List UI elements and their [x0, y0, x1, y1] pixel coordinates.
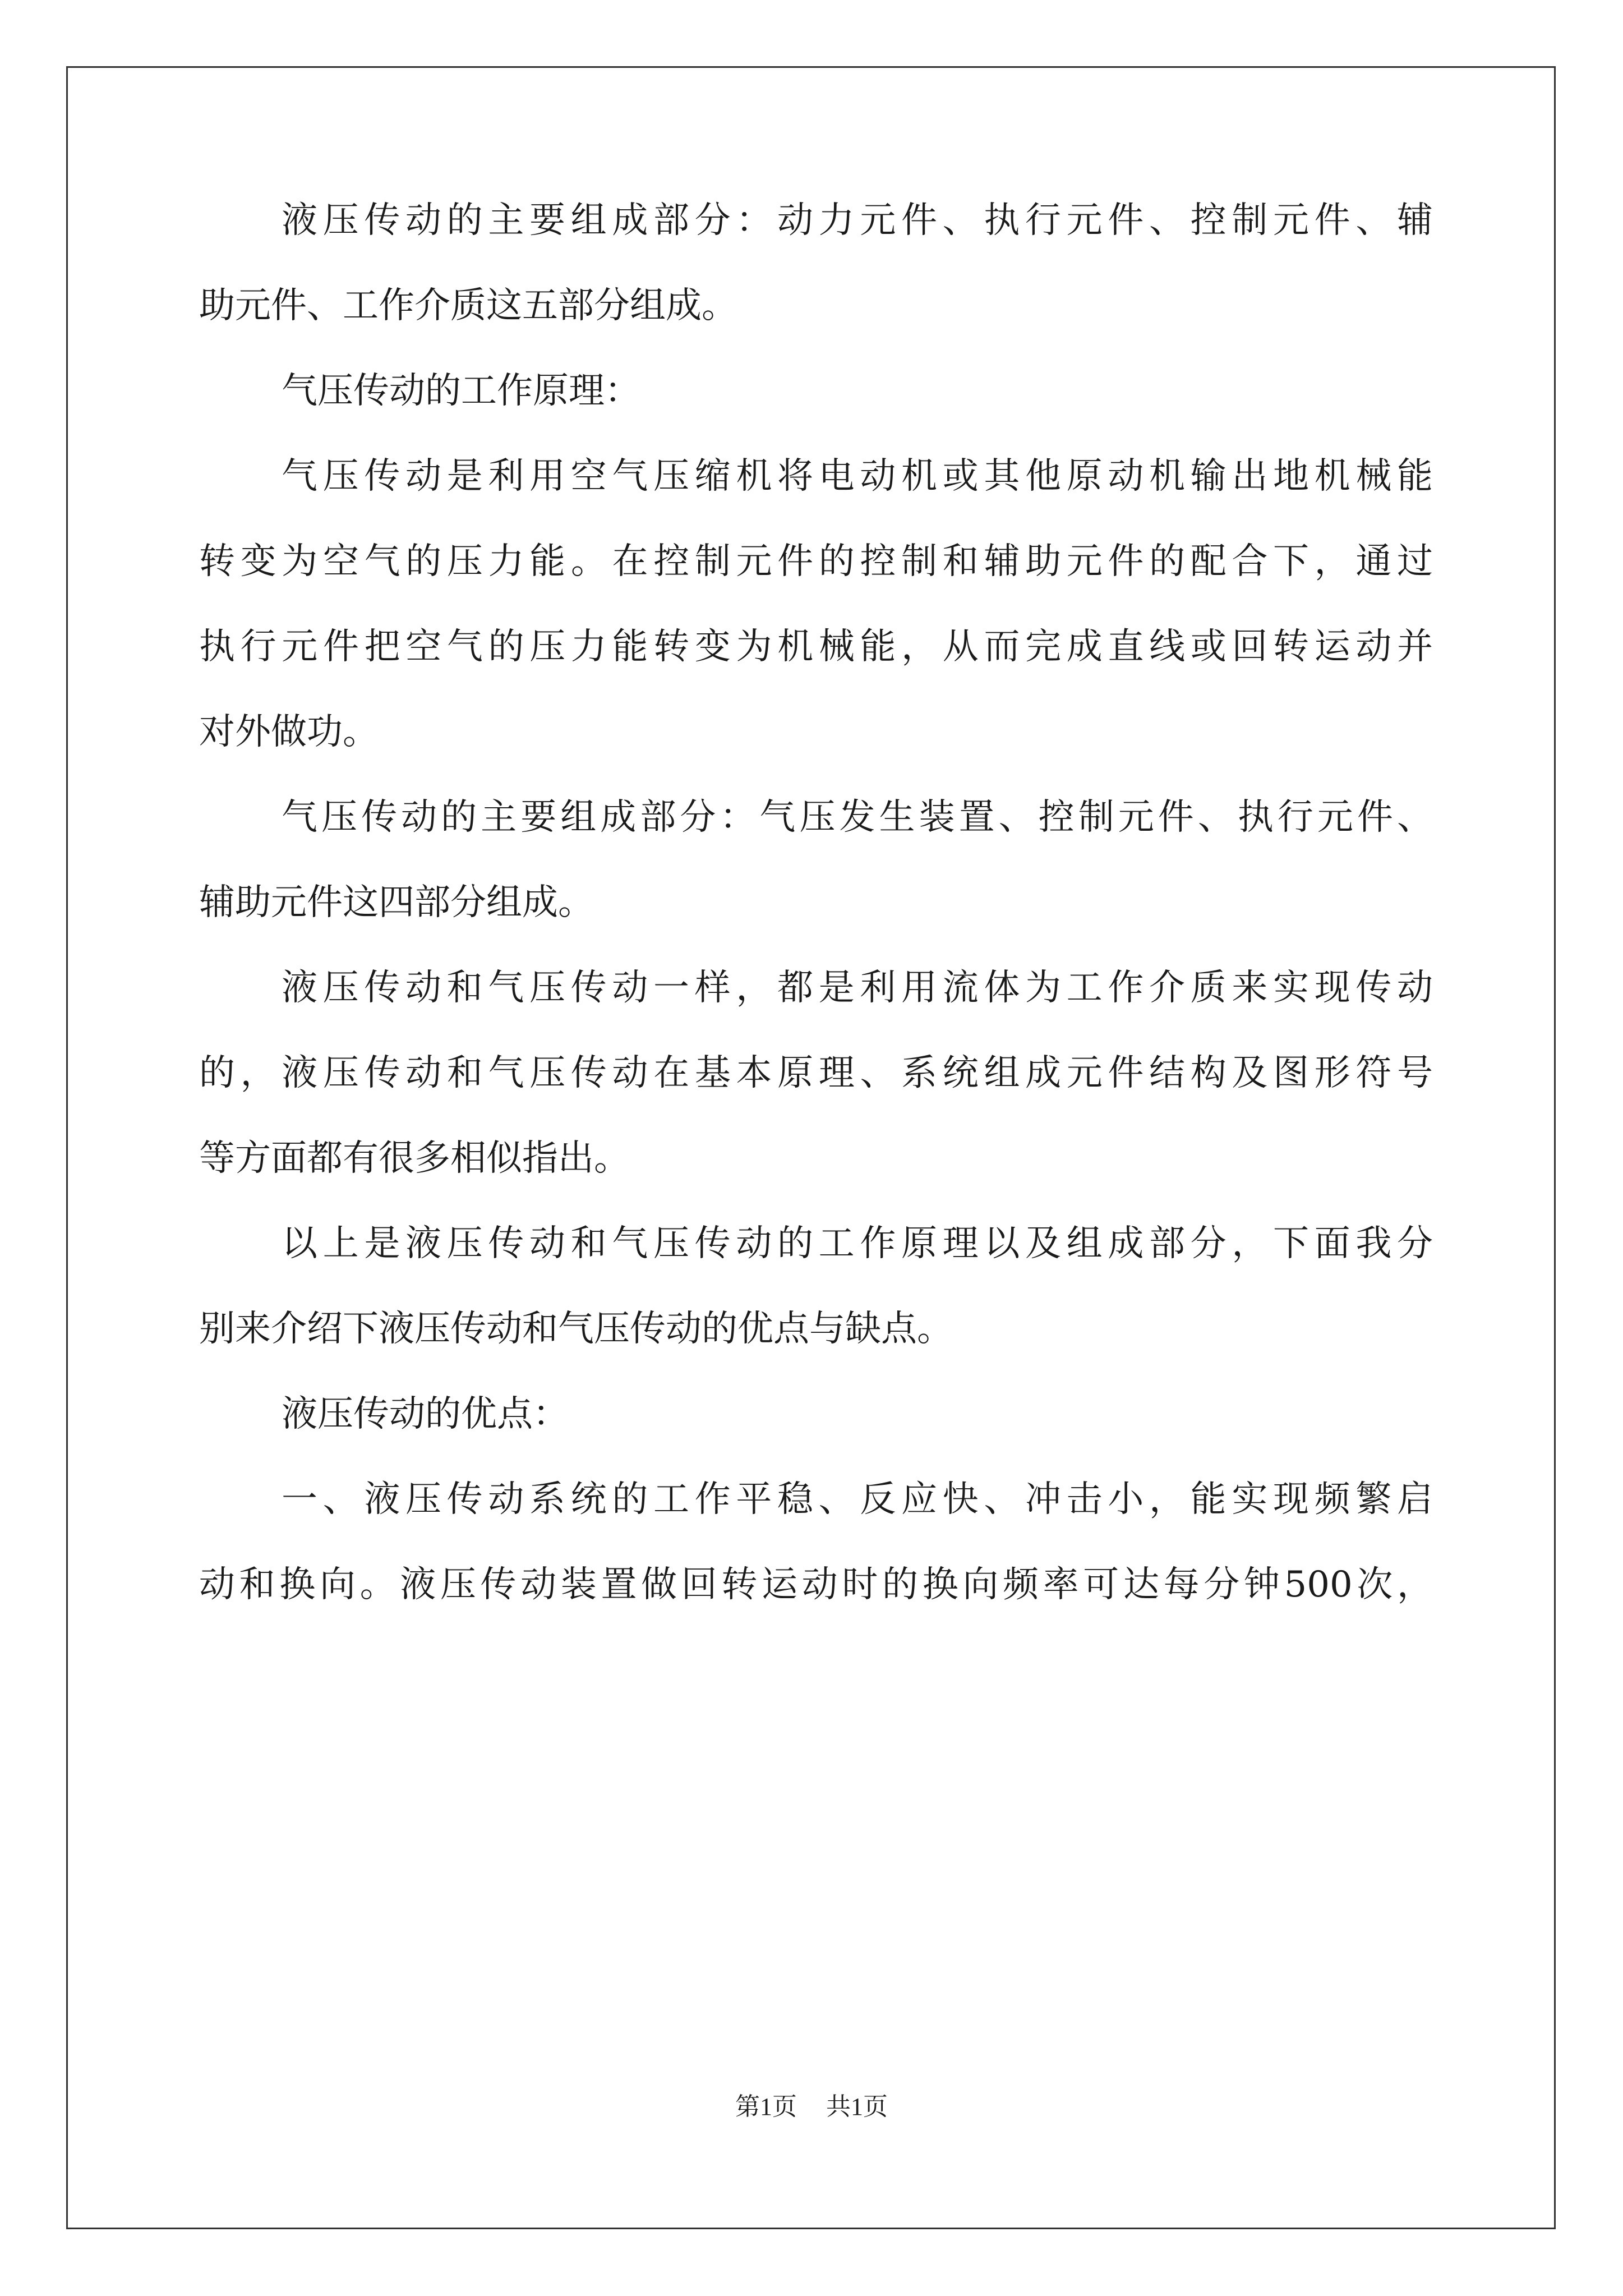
document-body	[199, 199, 1433, 1649]
page-total: 共1页	[826, 2093, 888, 2120]
text-line: 等方面都有很多相似指出。	[199, 1138, 630, 1179]
page-number: 第1页	[735, 2093, 797, 2120]
text-line: 液压传动的主要组成部分：动力元件、执行元件、控制元件、辅	[282, 200, 1433, 241]
text-line: 气压传动的工作原理：	[282, 370, 640, 412]
text-line: 以上是液压传动和气压传动的工作原理以及组成部分，下面我分	[282, 1223, 1433, 1264]
text-line: 气压传动的主要组成部分：气压发生装置、控制元件、执行元件、	[282, 797, 1433, 838]
text-line: 气压传动是利用空气压缩机将电动机或其他原动机输出地机械能	[282, 455, 1433, 497]
text-line: 辅助元件这四部分组成。	[199, 882, 594, 923]
text-line: 的，液压传动和气压传动在基本原理、系统组成元件结构及图形符号	[199, 1052, 1433, 1094]
text-line: 执行元件把空气的压力能转变为机械能，从而完成直线或回转运动并	[199, 626, 1433, 668]
page-footer	[0, 2091, 1623, 2123]
text-line: 动和换向。液压传动装置做回转运动时的换向频率可达每分钟500次，	[199, 1564, 1433, 1605]
text-line: 别来介绍下液压传动和气压传动的优点与缺点。	[199, 1308, 953, 1350]
text-line: 一、液压传动系统的工作平稳、反应快、冲击小，能实现频繁启	[282, 1479, 1433, 1520]
text-line: 助元件、工作介质这五部分组成。	[199, 285, 737, 326]
text-line: 转变为空气的压力能。在控制元件的控制和辅助元件的配合下，通过	[199, 541, 1433, 582]
text-line: 液压传动的优点：	[282, 1393, 569, 1435]
text-line: 液压传动和气压传动一样，都是利用流体为工作介质来实现传动	[282, 967, 1433, 1009]
text-line: 对外做功。	[199, 711, 379, 753]
